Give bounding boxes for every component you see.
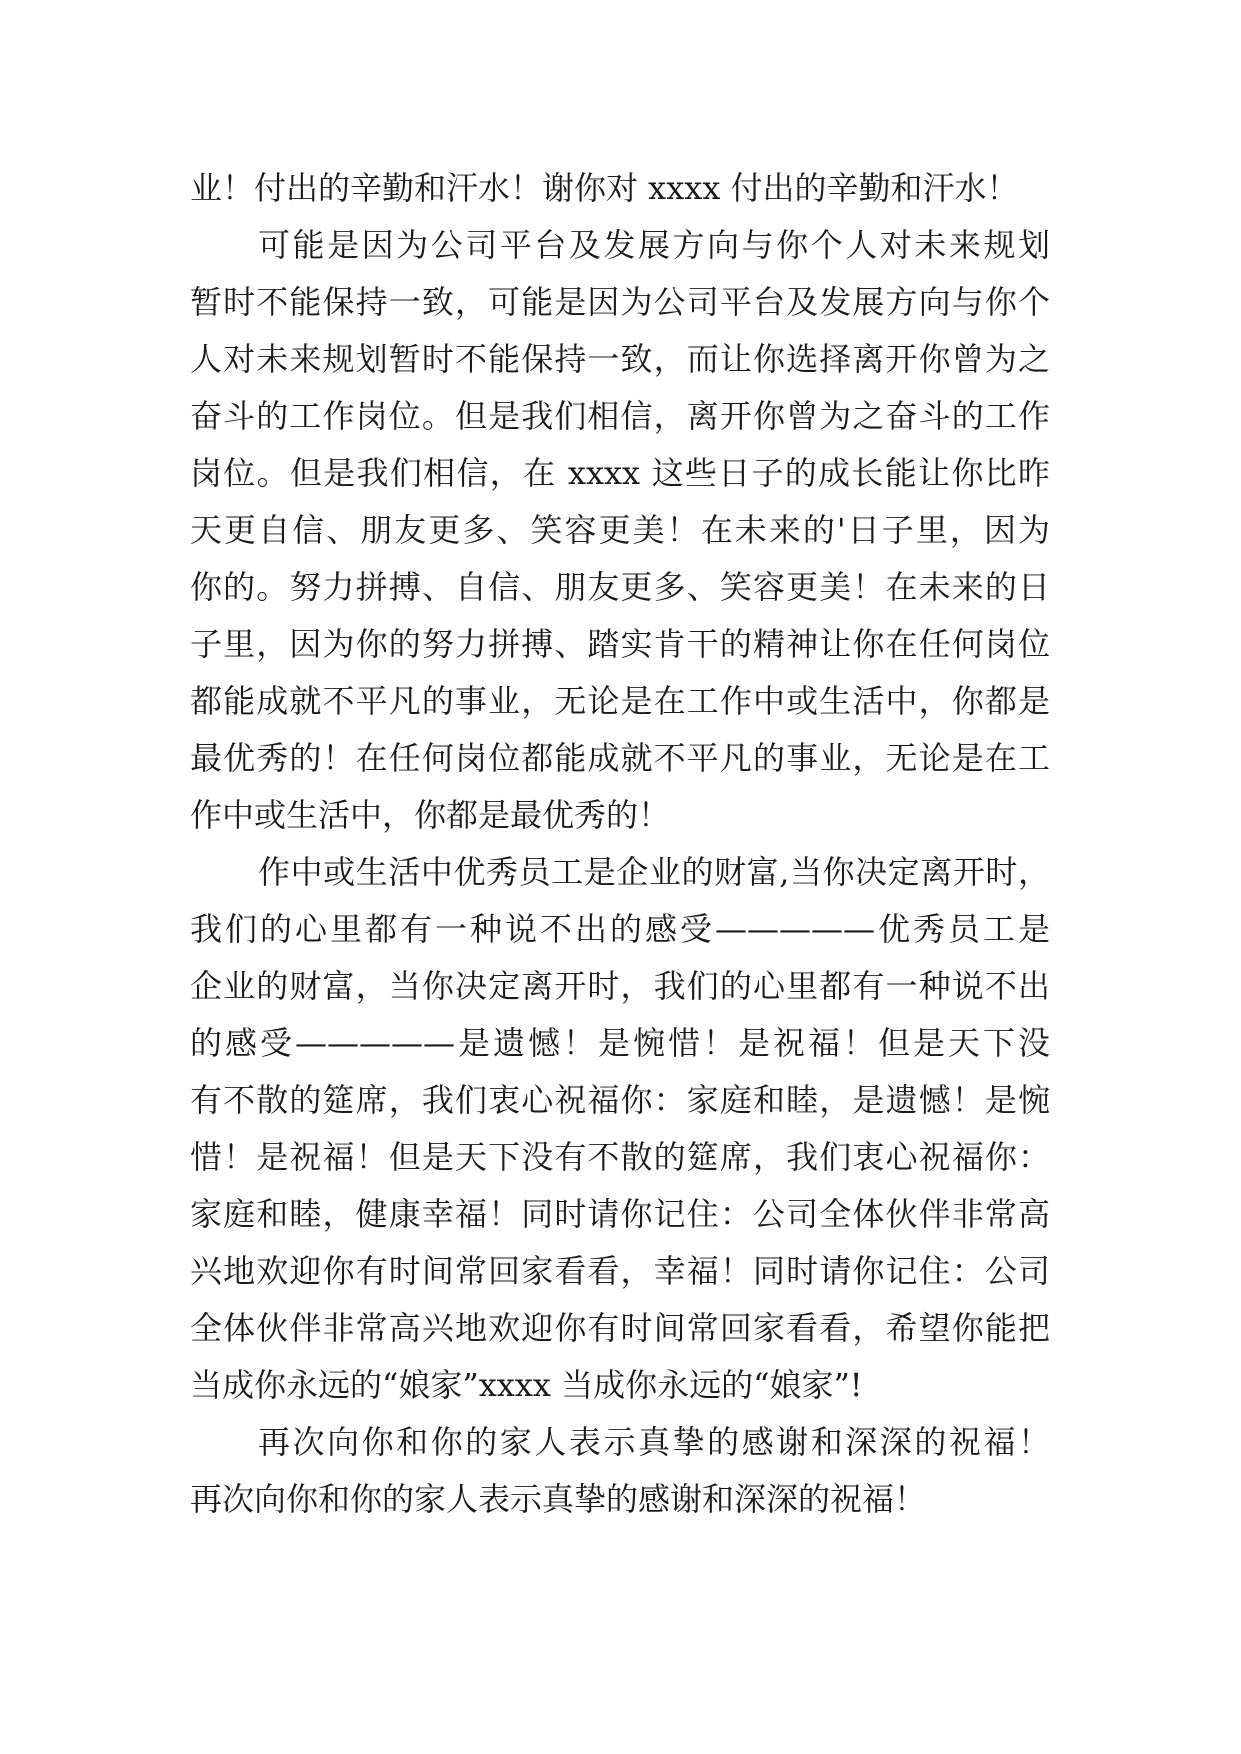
text-line: 你的。努力拼搏、自信、朋友更多、笑容更美！在未来的日 [190, 568, 1050, 606]
text-line: 都能成就不平凡的事业，无论是在工作中或生活中，你都是 [190, 682, 1050, 720]
text-line: 业！付出的辛勤和汗水！谢你对 xxxx 付出的辛勤和汗水！ [190, 169, 1019, 207]
text-line: 的感受—————是遗憾！是惋惜！是祝福！但是天下没 [190, 1024, 1050, 1062]
text-line: 家庭和睦，健康幸福！同时请你记住：公司全体伙伴非常高 [190, 1195, 1050, 1233]
paragraph-first-line: 再次向你和你的家人表示真挚的感谢和深深的祝福！ [258, 1423, 1050, 1461]
text-line: 人对未来规划暂时不能保持一致，而让你选择离开你曾为之 [190, 340, 1050, 378]
text-line: 子里，因为你的努力拼搏、踏实肯干的精神让你在任何岗位 [190, 625, 1050, 663]
text-line: 我们的心里都有一种说不出的感受—————优秀员工是 [190, 910, 1050, 948]
text-line: 岗位。但是我们相信，在 xxxx 这些日子的成长能让你比昨 [190, 454, 1050, 492]
text-line: 当成你永远的“娘家”xxxx 当成你永远的“娘家”! [190, 1366, 863, 1404]
paragraph-first-line: 可能是因为公司平台及发展方向与你个人对未来规划 [258, 226, 1050, 264]
text-line: 暂时不能保持一致，可能是因为公司平台及发展方向与你个 [190, 283, 1050, 321]
text-line: 再次向你和你的家人表示真挚的感谢和深深的祝福！ [190, 1480, 927, 1518]
text-line: 作中或生活中，你都是最优秀的！ [190, 796, 671, 834]
text-line: 惜！是祝福！但是天下没有不散的筵席，我们衷心祝福你： [190, 1138, 1050, 1176]
text-line: 有不散的筵席，我们衷心祝福你：家庭和睦，是遗憾！是惋 [190, 1081, 1050, 1119]
text-line: 最优秀的！在任何岗位都能成就不平凡的事业，无论是在工 [190, 739, 1050, 777]
text-line: 兴地欢迎你有时间常回家看看，幸福！同时请你记住：公司 [190, 1252, 1050, 1290]
text-line: 天更自信、朋友更多、笑容更美！在未来的'日子里，因为 [190, 511, 1050, 549]
text-line: 企业的财富，当你决定离开时，我们的心里都有一种说不出 [190, 967, 1050, 1005]
text-line: 奋斗的工作岗位。但是我们相信，离开你曾为之奋斗的工作 [190, 397, 1050, 435]
paragraph-first-line: 作中或生活中优秀员工是企业的财富,当你决定离开时， [258, 853, 1050, 891]
text-line: 全体伙伴非常高兴地欢迎你有时间常回家看看，希望你能把 [190, 1309, 1050, 1347]
